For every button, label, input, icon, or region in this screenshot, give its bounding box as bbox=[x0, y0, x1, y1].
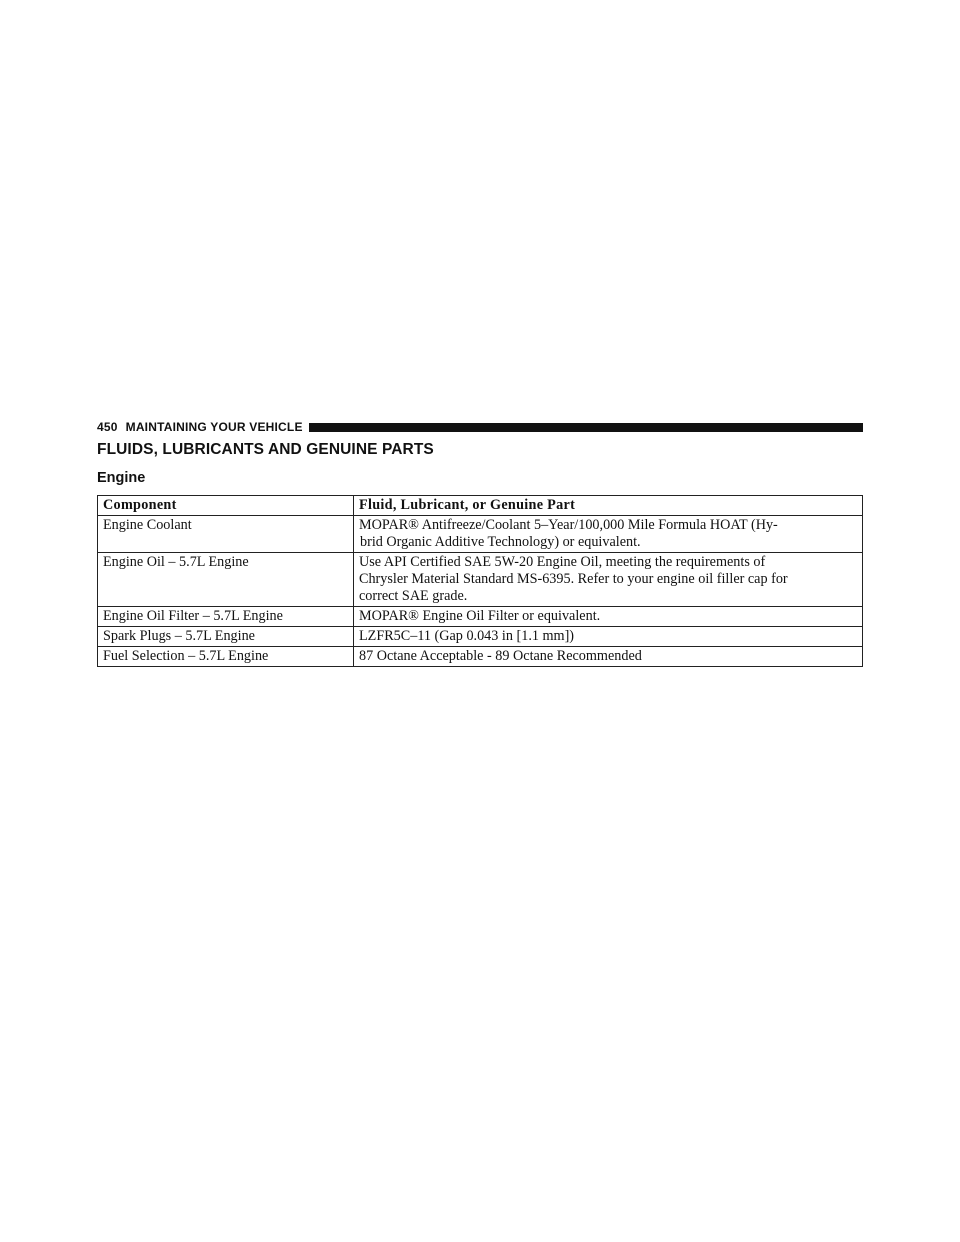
column-header-fluid: Fluid, Lubricant, or Genuine Part bbox=[354, 496, 863, 516]
component-cell: Engine Oil Filter – 5.7L Engine bbox=[98, 607, 354, 627]
fluids-parts-table bbox=[97, 495, 863, 667]
spec-cell bbox=[354, 516, 863, 553]
table-row bbox=[98, 607, 863, 627]
spec-cell bbox=[354, 647, 863, 667]
component-cell: Spark Plugs – 5.7L Engine bbox=[98, 627, 354, 647]
spec-cell bbox=[354, 553, 863, 607]
spec-line: MOPAR® Antifreeze/Coolant 5–Year/100,000 Mile Formula HOAT (Hy- bbox=[359, 517, 778, 533]
spec-line: MOPAR® Engine Oil Filter or equivalent. bbox=[359, 608, 601, 624]
spec-line: Use API Certified SAE 5W-20 Engine Oil, meeting the requirements of bbox=[359, 554, 766, 570]
component-cell: Fuel Selection – 5.7L Engine bbox=[98, 647, 354, 667]
table-row bbox=[98, 627, 863, 647]
table-row bbox=[98, 647, 863, 667]
component-cell: Engine Coolant bbox=[98, 516, 354, 553]
section-subtitle: Engine bbox=[97, 470, 146, 486]
spec-line: brid Organic Additive Technology) or equivalent. bbox=[360, 534, 641, 550]
spec-cell bbox=[354, 607, 863, 627]
spec-line: Chrysler Material Standard MS-6395. Refer to your engine oil filler cap for bbox=[359, 571, 788, 587]
component-cell: Engine Oil – 5.7L Engine bbox=[98, 553, 354, 607]
page-title: FLUIDS, LUBRICANTS AND GENUINE PARTS bbox=[97, 441, 434, 458]
section-title: MAINTAINING YOUR VEHICLE bbox=[125, 420, 303, 434]
page-header bbox=[97, 419, 863, 435]
page-number: 450 bbox=[97, 420, 118, 434]
table-row bbox=[98, 516, 863, 553]
table-header-row bbox=[98, 496, 863, 516]
spec-line: correct SAE grade. bbox=[359, 588, 468, 604]
spec-line: LZFR5C–11 (Gap 0.043 in [1.1 mm]) bbox=[359, 628, 575, 644]
spec-line: 87 Octane Acceptable - 89 Octane Recommended bbox=[359, 648, 642, 664]
spec-cell bbox=[354, 627, 863, 647]
header-rule bbox=[309, 423, 863, 432]
column-header-component: Component bbox=[98, 496, 354, 516]
table-row bbox=[98, 553, 863, 607]
